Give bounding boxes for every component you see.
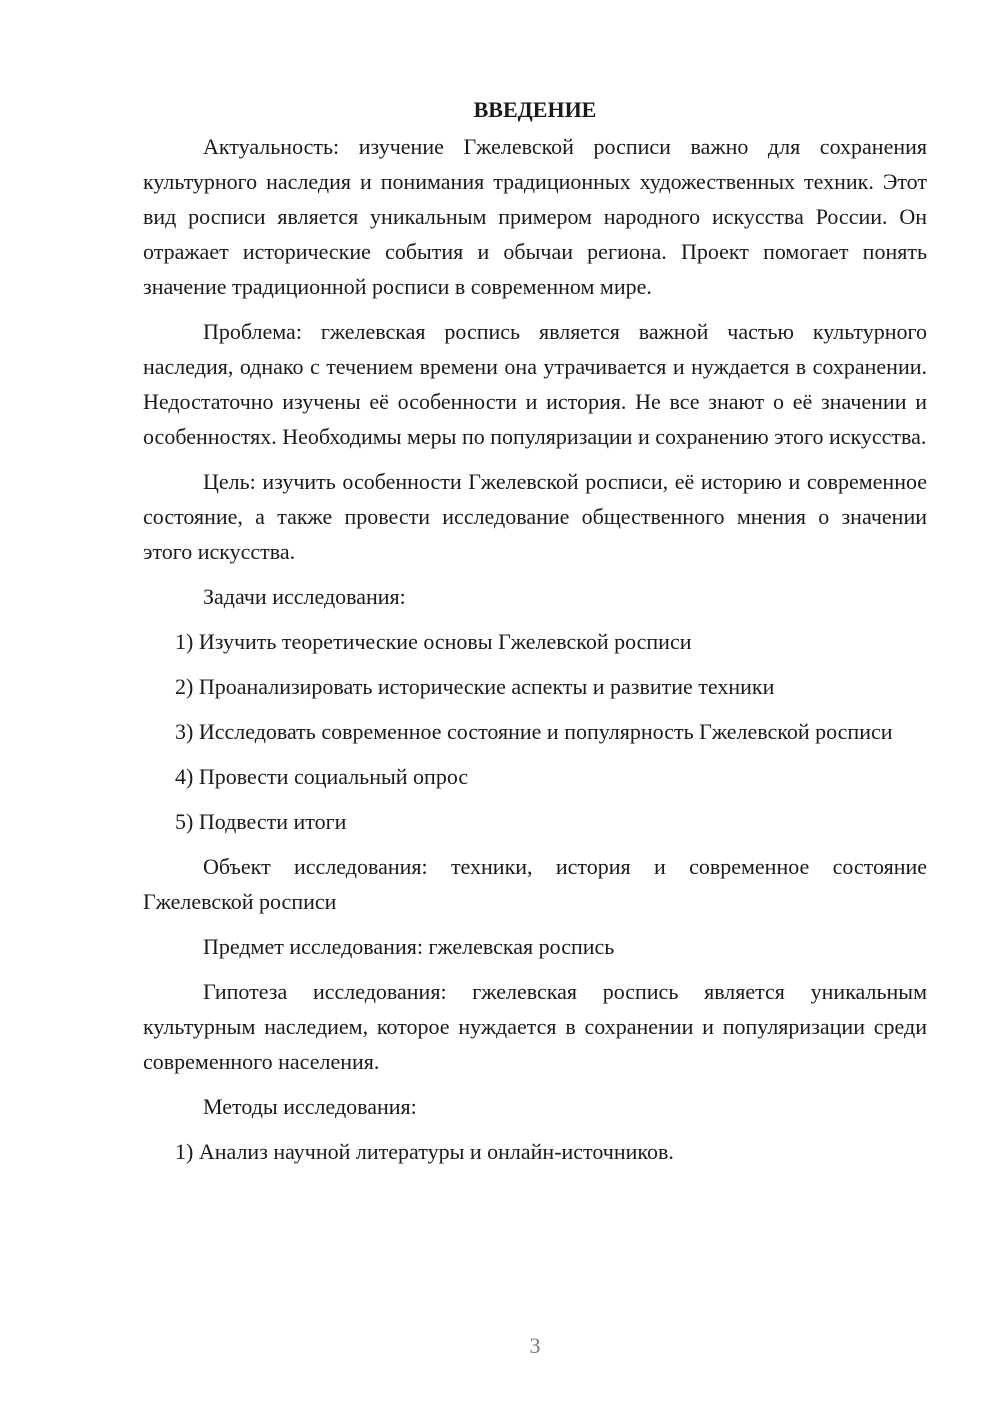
tasks-title: Задачи исследования: [203,584,406,609]
relevance-paragraph: Актуальность: изучение Гжелевской росписи важно для сохранения культурного наследия и понимания традиционных художественных техник. Этот вид росписи является уникальным примером народного искусства России. Он отражает исторические события и обычаи региона. Проект помогает понять значение традиционной росписи в современном мире. [143,134,927,299]
task-item-3: 3) Исследовать современное состояние и популярность Гжелевской росписи [175,719,893,744]
page-number: 3 [529,1333,541,1358]
subject-paragraph: Предмет исследования: гжелевская роспись [203,934,615,959]
problem-paragraph: Проблема: гжелевская роспись является важной частью культурного наследия, однако с течением времени она утрачивается и нуждается в сохранении. Недостаточно изучены её особенности и история. Не все знают о её значении и особенностях. Необходимы меры по популяризации и сохранению этого искусства. [143,319,927,449]
document-page [143,92,927,1179]
task-item-4: 4) Провести социальный опрос [175,764,469,789]
task-item-2: 2) Проанализировать исторические аспекты и развитие техники [175,674,775,699]
hypothesis-paragraph: Гипотеза исследования: гжелевская роспись является уникальным культурным наследием, которое нуждается в сохранении и популяризации среди современного населения. [143,979,927,1074]
task-item-1: 1) Изучить теоретические основы Гжелевской росписи [175,629,692,654]
goal-paragraph: Цель: изучить особенности Гжелевской росписи, её историю и современное состояние, а также провести исследование общественного мнения о значении этого искусства. [143,469,927,564]
methods-title: Методы исследования: [203,1094,417,1119]
section-heading: ВВЕДЕНИЕ [473,97,597,122]
method-item-1: 1) Анализ научной литературы и онлайн-источников. [175,1139,674,1164]
task-item-5: 5) Подвести итоги [175,809,347,834]
object-paragraph: Объект исследования: техники, история и современное состояние Гжелевской росписи [143,854,927,914]
